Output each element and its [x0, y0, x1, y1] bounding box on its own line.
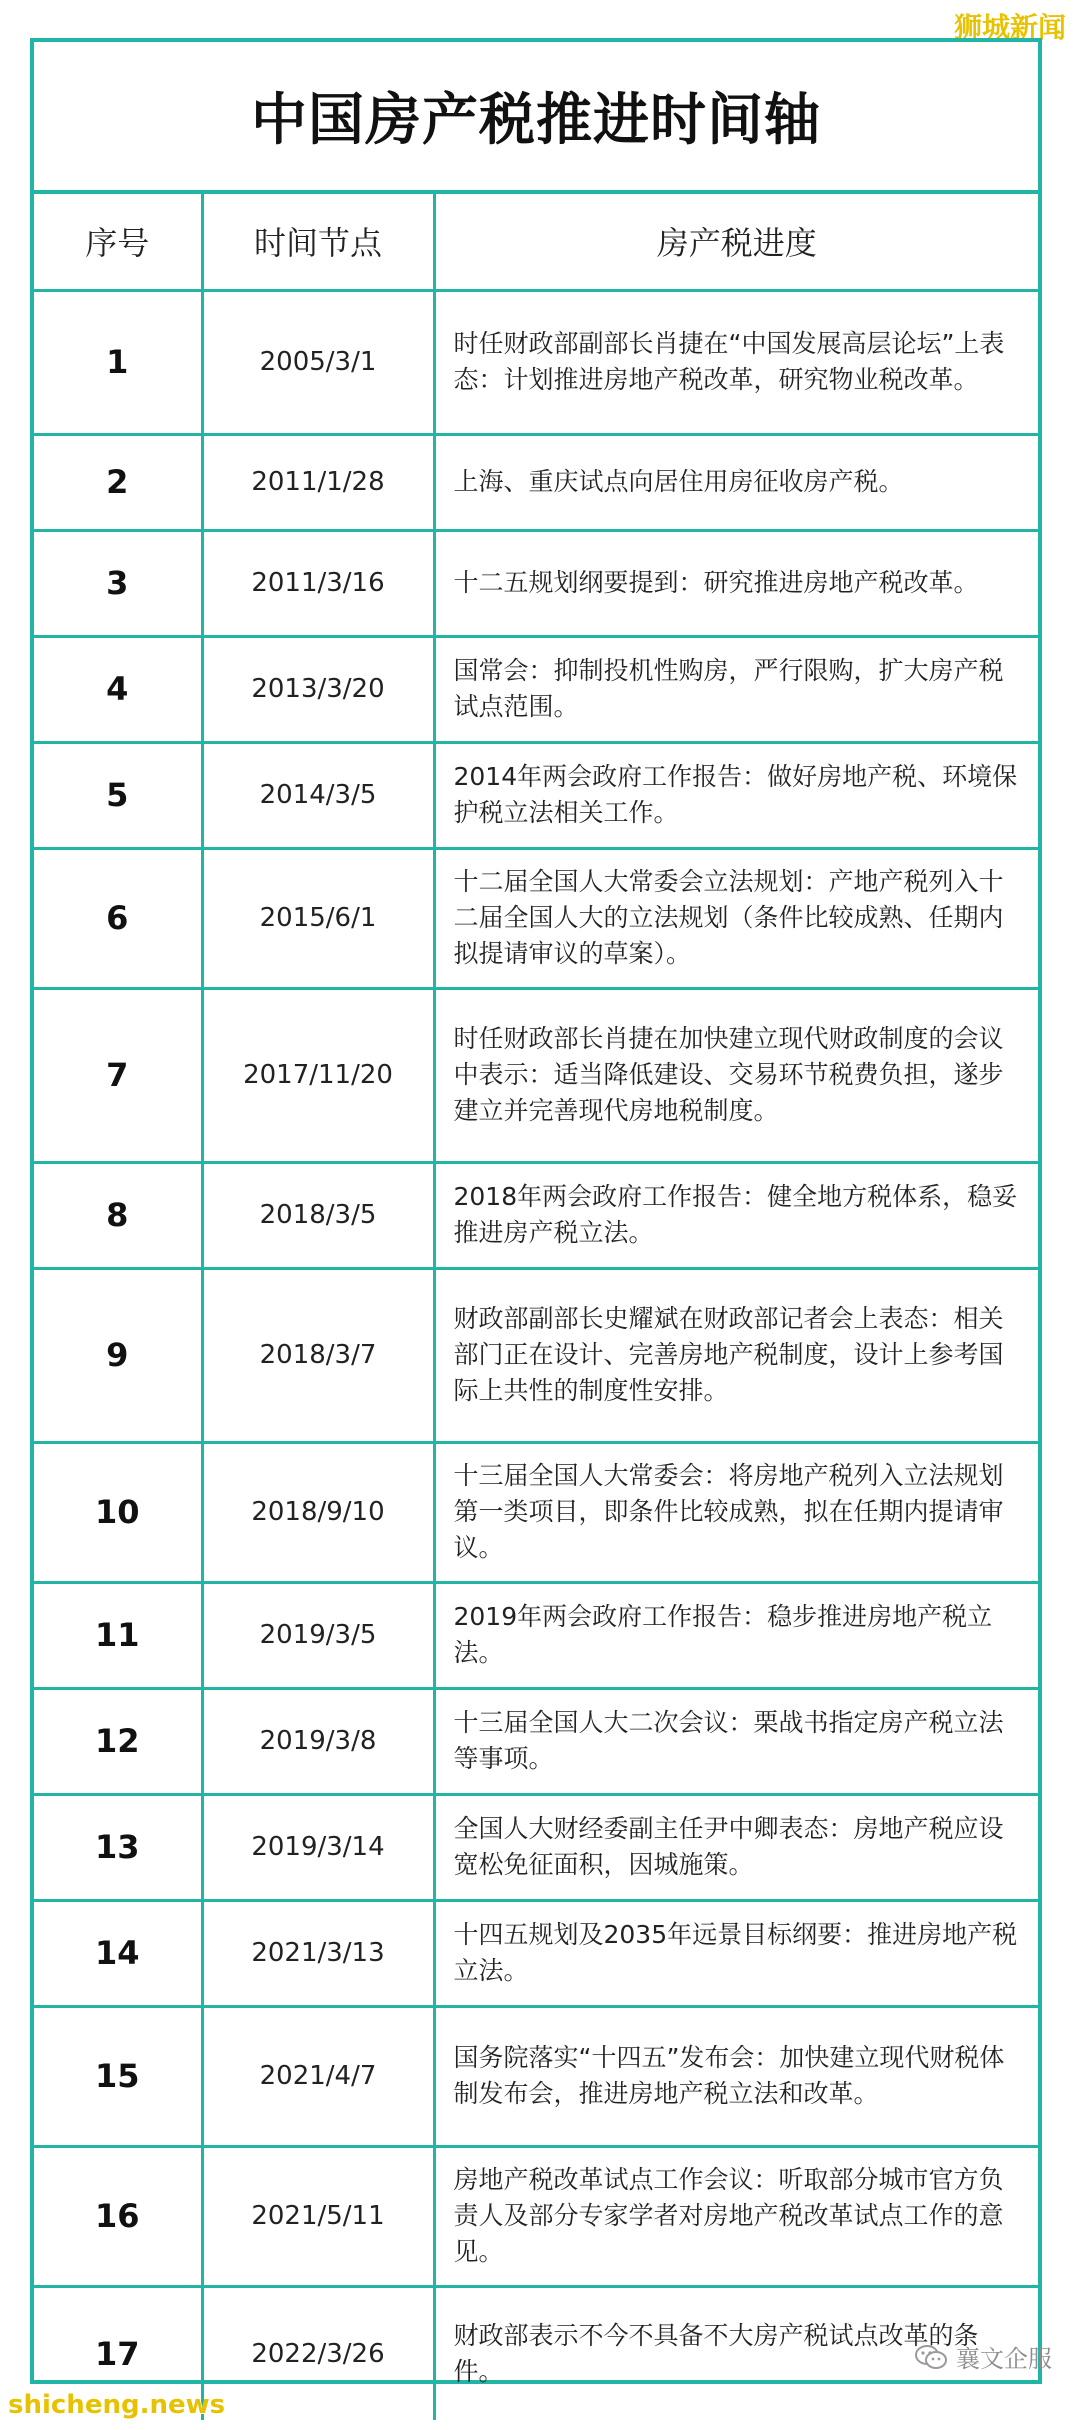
row-index: 10: [34, 1442, 202, 1582]
row-index: 5: [34, 742, 202, 848]
row-date: 2005/3/1: [202, 290, 434, 434]
table-row: [34, 530, 1038, 636]
row-description: 上海、重庆试点向居住用房征收房产税。: [434, 434, 1038, 530]
page-title: 中国房产税推进时间轴: [34, 42, 1038, 194]
table-header: [34, 194, 1038, 290]
table-row: [34, 2006, 1038, 2146]
header-index: 序号: [34, 194, 202, 290]
table-body: [34, 290, 1038, 2420]
row-index: 7: [34, 988, 202, 1162]
watermark-bottom-left: shicheng.news: [8, 2390, 226, 2420]
row-index: 15: [34, 2006, 202, 2146]
row-index: 11: [34, 1582, 202, 1688]
row-description: 十二届全国人大常委会立法规划：产地产税列入十二届全国人大的立法规划（条件比较成熟、任期内拟提请审议的草案）。: [434, 848, 1038, 988]
table-row: [34, 1900, 1038, 2006]
row-date: 2017/11/20: [202, 988, 434, 1162]
row-description: 时任财政部副部长肖捷在“中国发展高层论坛”上表态：计划推进房地产税改革，研究物业税改革。: [434, 290, 1038, 434]
row-description: 十四五规划及2035年远景目标纲要：推进房地产税立法。: [434, 1900, 1038, 2006]
row-index: 9: [34, 1268, 202, 1442]
row-description: 国务院落实“十四五”发布会：加快建立现代财税体制发布会，推进房地产税立法和改革。: [434, 2006, 1038, 2146]
row-description: 时任财政部长肖捷在加快建立现代财政制度的会议中表示：适当降低建设、交易环节税费负担，遂步建立并完善现代房地税制度。: [434, 988, 1038, 1162]
row-index: 8: [34, 1162, 202, 1268]
watermark-bottom-right-text: 襄文企服: [956, 2345, 1052, 2373]
row-description: 国常会：抑制投机性购房，严行限购，扩大房产税试点范围。: [434, 636, 1038, 742]
row-description: 财政部副部长史耀斌在财政部记者会上表态：相关部门正在设计、完善房地产税制度，设计上参考国际上共性的制度性安排。: [434, 1268, 1038, 1442]
row-date: 2022/3/26: [202, 2286, 434, 2420]
row-index: 2: [34, 434, 202, 530]
row-description: 房地产税改革试点工作会议：听取部分城市官方负责人及部分专家学者对房地产税改革试点工作的意见。: [434, 2146, 1038, 2286]
table-row: [34, 742, 1038, 848]
row-index: 17: [34, 2286, 202, 2420]
row-description: 财政部表示不今不具备不大房产税试点改革的条件。: [434, 2286, 1038, 2420]
table-row: [34, 1794, 1038, 1900]
row-date: 2018/9/10: [202, 1442, 434, 1582]
row-description: 2014年两会政府工作报告：做好房地产税、环境保护税立法相关工作。: [434, 742, 1038, 848]
row-date: 2019/3/5: [202, 1582, 434, 1688]
row-date: 2014/3/5: [202, 742, 434, 848]
table-row: [34, 1582, 1038, 1688]
table-row: [34, 988, 1038, 1162]
row-date: 2011/1/28: [202, 434, 434, 530]
watermark-top-right: 狮城新闻: [953, 11, 1066, 44]
row-date: 2019/3/8: [202, 1688, 434, 1794]
row-date: 2018/3/7: [202, 1268, 434, 1442]
row-date: 2011/3/16: [202, 530, 434, 636]
row-description: 2019年两会政府工作报告：稳步推进房地产税立法。: [434, 1582, 1038, 1688]
row-index: 1: [34, 290, 202, 434]
row-description: 十三届全国人大常委会：将房地产税列入立法规划第一类项目，即条件比较成熟，拟在任期内提请审议。: [434, 1442, 1038, 1582]
row-index: 16: [34, 2146, 202, 2286]
row-index: 14: [34, 1900, 202, 2006]
header-date: 时间节点: [202, 194, 434, 290]
wechat-icon: [914, 2343, 948, 2371]
row-index: 13: [34, 1794, 202, 1900]
row-index: 3: [34, 530, 202, 636]
table-row: [34, 290, 1038, 434]
table-row: [34, 848, 1038, 988]
table-row: [34, 636, 1038, 742]
table-row: [34, 1688, 1038, 1794]
row-description: 十二五规划纲要提到：研究推进房地产税改革。: [434, 530, 1038, 636]
table-row: [34, 1268, 1038, 1442]
timeline-table: [34, 194, 1038, 2420]
table-row: [34, 2146, 1038, 2286]
row-description: 十三届全国人大二次会议：栗战书指定房产税立法等事项。: [434, 1688, 1038, 1794]
row-date: 2018/3/5: [202, 1162, 434, 1268]
row-date: 2021/5/11: [202, 2146, 434, 2286]
watermark-bottom-right: [914, 2339, 1052, 2374]
row-description: 2018年两会政府工作报告：健全地方税体系，稳妥推进房产税立法。: [434, 1162, 1038, 1268]
row-date: 2013/3/20: [202, 636, 434, 742]
header-progress: 房产税进度: [434, 194, 1038, 290]
row-index: 4: [34, 636, 202, 742]
table-row: [34, 1442, 1038, 1582]
row-description: 全国人大财经委副主任尹中卿表态：房地产税应设宽松免征面积，因城施策。: [434, 1794, 1038, 1900]
row-date: 2019/3/14: [202, 1794, 434, 1900]
row-index: 12: [34, 1688, 202, 1794]
table-row: [34, 434, 1038, 530]
table-row: [34, 1162, 1038, 1268]
timeline-table-frame: [30, 38, 1042, 2384]
row-date: 2015/6/1: [202, 848, 434, 988]
row-index: 6: [34, 848, 202, 988]
row-date: 2021/3/13: [202, 1900, 434, 2006]
row-date: 2021/4/7: [202, 2006, 434, 2146]
